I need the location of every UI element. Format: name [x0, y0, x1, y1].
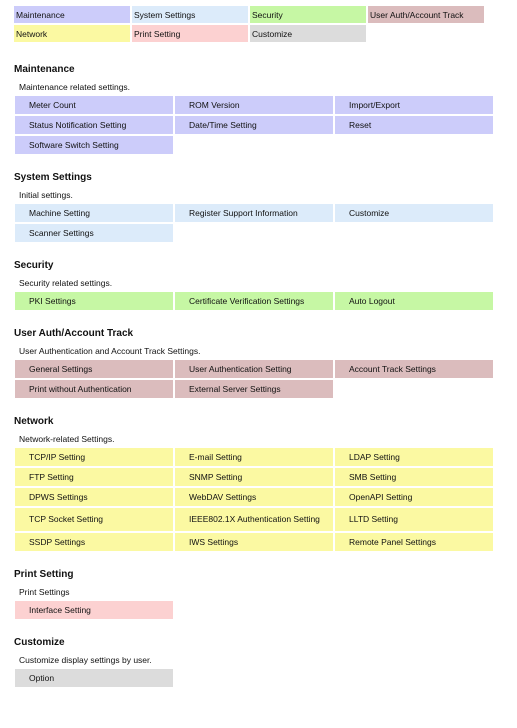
nav-tab-user-auth[interactable]: User Auth/Account Track: [368, 6, 484, 23]
section-maintenance: [14, 63, 494, 154]
section-description: Security related settings.: [19, 278, 113, 288]
print-without-auth-button[interactable]: Print without Authentication: [15, 380, 173, 398]
nav-tab-maintenance[interactable]: Maintenance: [14, 6, 130, 23]
section-title: System Settings: [14, 172, 92, 183]
reset-button[interactable]: Reset: [335, 116, 493, 134]
date-time-button[interactable]: Date/Time Setting: [175, 116, 333, 134]
customize-button[interactable]: Customize: [335, 204, 493, 222]
section-description: User Authentication and Account Track Settings.: [19, 346, 201, 356]
remote-panel-button[interactable]: Remote Panel Settings: [335, 533, 493, 551]
section-title: Maintenance: [14, 64, 75, 75]
openapi-setting-button[interactable]: OpenAPI Setting: [335, 488, 493, 506]
section-customize: [14, 636, 494, 687]
ieee8021x-button[interactable]: IEEE802.1X Authentication Setting: [175, 508, 333, 531]
option-button[interactable]: Option: [15, 669, 173, 687]
button-grid: [15, 96, 494, 154]
ftp-setting-button[interactable]: FTP Setting: [15, 468, 173, 486]
snmp-setting-button[interactable]: SNMP Setting: [175, 468, 333, 486]
button-grid: [15, 448, 494, 551]
button-grid: [15, 204, 494, 242]
section-title: User Auth/Account Track: [14, 328, 134, 339]
section-description: Initial settings.: [19, 190, 73, 200]
register-support-button[interactable]: Register Support Information: [175, 204, 333, 222]
button-grid: [15, 669, 494, 687]
section-title: Print Setting: [14, 569, 74, 580]
button-grid: [15, 292, 494, 310]
interface-setting-button[interactable]: Interface Setting: [15, 601, 173, 619]
nav-row-2: [14, 25, 488, 42]
iws-settings-button[interactable]: IWS Settings: [175, 533, 333, 551]
ssdp-settings-button[interactable]: SSDP Settings: [15, 533, 173, 551]
webdav-settings-button[interactable]: WebDAV Settings: [175, 488, 333, 506]
section-description: Print Settings: [19, 587, 70, 597]
dpws-settings-button[interactable]: DPWS Settings: [15, 488, 173, 506]
nav-tab-security[interactable]: Security: [250, 6, 366, 23]
external-server-button[interactable]: External Server Settings: [175, 380, 333, 398]
smb-setting-button[interactable]: SMB Setting: [335, 468, 493, 486]
status-notification-button[interactable]: Status Notification Setting: [15, 116, 173, 134]
nav-tab-customize[interactable]: Customize: [250, 25, 366, 42]
button-grid: [15, 360, 494, 398]
pki-settings-button[interactable]: PKI Settings: [15, 292, 173, 310]
top-navigation: [14, 6, 488, 44]
nav-tab-system-settings[interactable]: System Settings: [132, 6, 248, 23]
certificate-verification-button[interactable]: Certificate Verification Settings: [175, 292, 333, 310]
section-description: Network-related Settings.: [19, 434, 115, 444]
section-security: [14, 259, 494, 310]
machine-setting-button[interactable]: Machine Setting: [15, 204, 173, 222]
rom-version-button[interactable]: ROM Version: [175, 96, 333, 114]
tcpip-setting-button[interactable]: TCP/IP Setting: [15, 448, 173, 466]
meter-count-button[interactable]: Meter Count: [15, 96, 173, 114]
scanner-settings-button[interactable]: Scanner Settings: [15, 224, 173, 242]
general-settings-button[interactable]: General Settings: [15, 360, 173, 378]
section-title: Customize: [14, 637, 65, 648]
email-setting-button[interactable]: E-mail Setting: [175, 448, 333, 466]
nav-tab-print-setting[interactable]: Print Setting: [132, 25, 248, 42]
button-grid: [15, 601, 494, 619]
nav-tab-network[interactable]: Network: [14, 25, 130, 42]
ldap-setting-button[interactable]: LDAP Setting: [335, 448, 493, 466]
import-export-button[interactable]: Import/Export: [335, 96, 493, 114]
section-user-auth: [14, 327, 494, 398]
section-network: [14, 415, 494, 551]
section-description: Maintenance related settings.: [19, 82, 131, 92]
software-switch-button[interactable]: Software Switch Setting: [15, 136, 173, 154]
lltd-setting-button[interactable]: LLTD Setting: [335, 508, 493, 531]
auto-logout-button[interactable]: Auto Logout: [335, 292, 493, 310]
tcp-socket-button[interactable]: TCP Socket Setting: [15, 508, 173, 531]
settings-content: [14, 63, 494, 687]
nav-row-1: [14, 6, 488, 23]
user-authentication-button[interactable]: User Authentication Setting: [175, 360, 333, 378]
section-system-settings: [14, 171, 494, 242]
section-print-setting: [14, 568, 494, 619]
section-description: Customize display settings by user.: [19, 655, 152, 665]
account-track-button[interactable]: Account Track Settings: [335, 360, 493, 378]
section-title: Network: [14, 416, 54, 427]
section-title: Security: [14, 260, 54, 271]
